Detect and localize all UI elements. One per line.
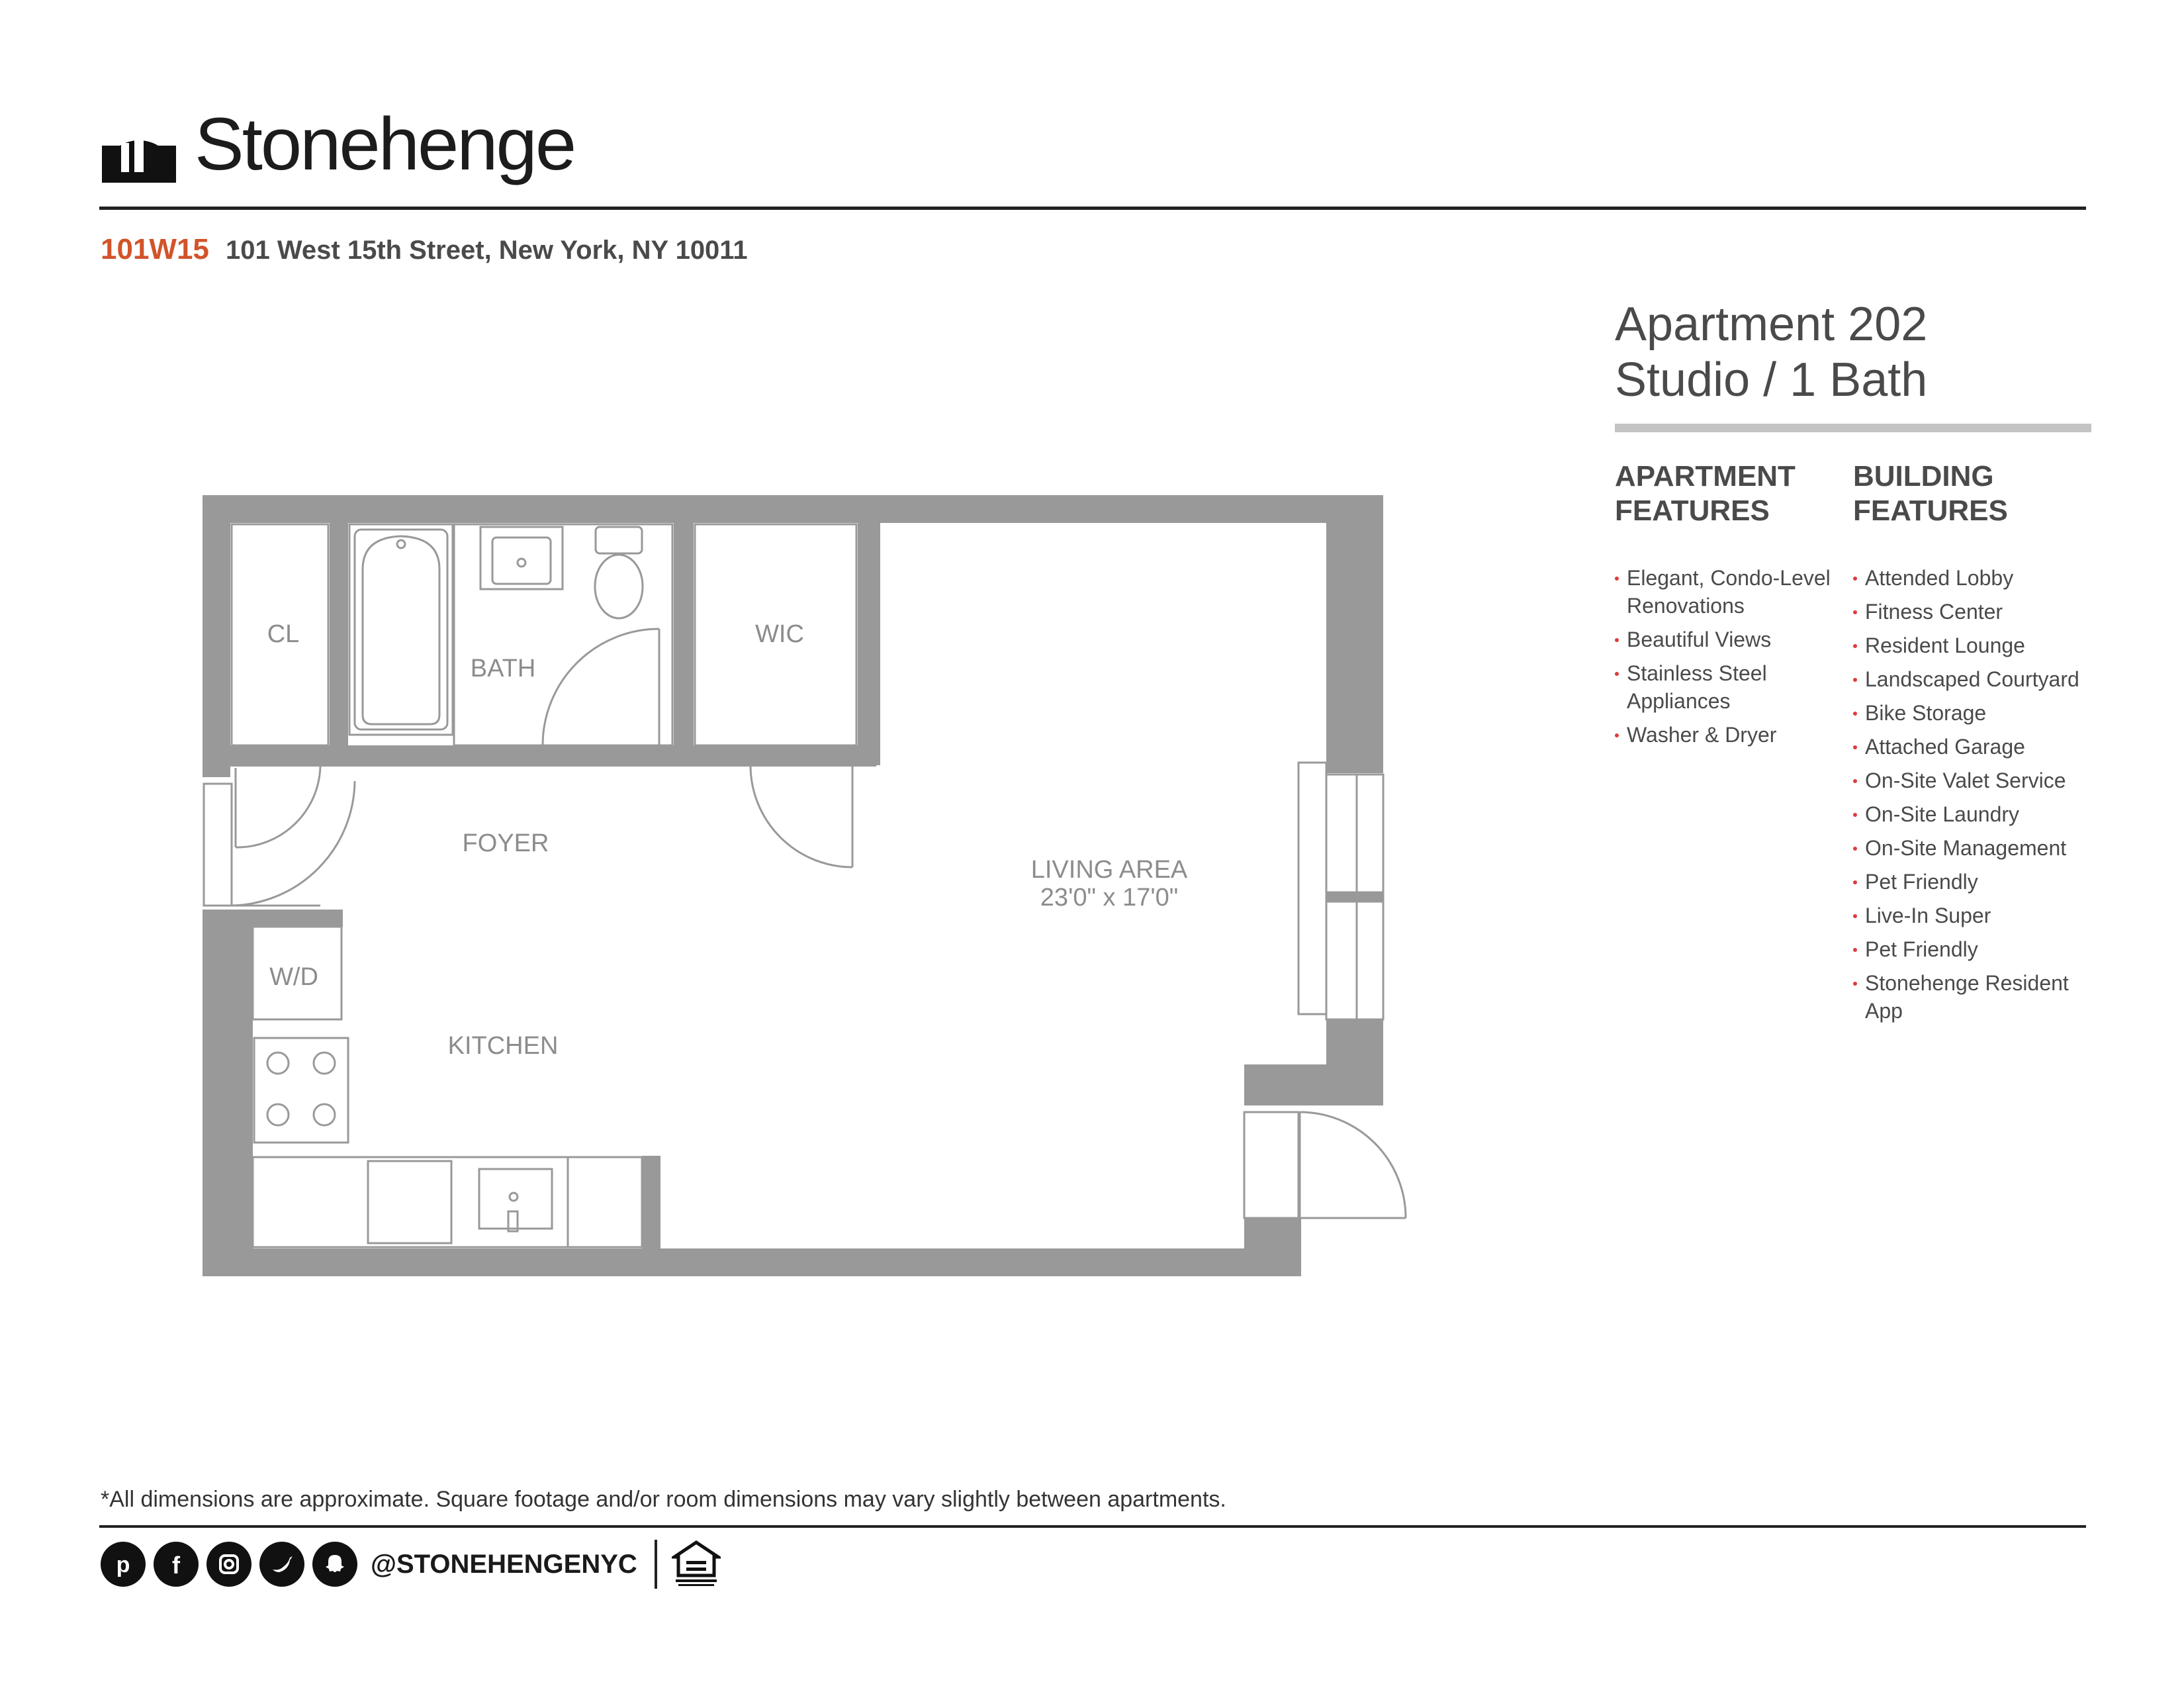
list-item: Attached Garage <box>1853 733 2098 761</box>
list-item: Pet Friendly <box>1853 868 2098 896</box>
footer-vertical-divider <box>655 1540 657 1589</box>
footer-divider <box>99 1525 2086 1528</box>
pinterest-icon[interactable] <box>101 1542 146 1587</box>
facebook-icon[interactable] <box>154 1542 199 1587</box>
list-item: Beautiful Views <box>1615 626 1840 653</box>
room-label-bath: BATH <box>470 655 536 682</box>
room-label-washer-dryer: W/D <box>269 963 318 991</box>
heading-line: BUILDING <box>1853 460 1994 492</box>
list-item: On-Site Laundry <box>1853 800 2098 828</box>
room-label-wic: WIC <box>755 620 804 648</box>
room-label-closet: CL <box>267 620 300 648</box>
twitter-icon[interactable] <box>259 1542 304 1587</box>
list-item: Elegant, Condo-Level Renovations <box>1615 564 1840 620</box>
room-labels <box>267 620 1188 1060</box>
heading-line: FEATURES <box>1615 494 1770 527</box>
list-item: Fitness Center <box>1853 598 2098 626</box>
list-item: Bike Storage <box>1853 699 2098 727</box>
room-dimensions-living: 23'0" x 17'0" <box>1040 884 1179 912</box>
heading-line: FEATURES <box>1853 494 2008 527</box>
snapchat-icon[interactable] <box>312 1542 357 1587</box>
instagram-icon[interactable] <box>206 1542 251 1587</box>
bathtub-basin <box>363 536 439 724</box>
list-item: On-Site Valet Service <box>1853 767 2098 794</box>
room-label-living: LIVING AREA <box>1030 856 1188 884</box>
apartment-type: Studio / 1 Bath <box>1615 353 1928 406</box>
list-item: On-Site Management <box>1853 834 2098 862</box>
list-item: Resident Lounge <box>1853 632 2098 659</box>
list-item: Stonehenge Resident App <box>1853 969 2098 1025</box>
list-item: Live-In Super <box>1853 902 2098 929</box>
svg-text:p: p <box>116 1552 130 1577</box>
apartment-number: Apartment 202 <box>1615 298 1928 351</box>
svg-text:f: f <box>172 1552 180 1577</box>
walls <box>203 495 1383 1276</box>
social-bar <box>101 1540 721 1589</box>
room-label-foyer: FOYER <box>462 829 549 857</box>
list-item: Landscaped Courtyard <box>1853 665 2098 693</box>
brand-name: Stonehenge <box>195 103 575 185</box>
equal-housing-opportunity-icon <box>672 1540 721 1589</box>
room-label-kitchen: KITCHEN <box>447 1032 559 1060</box>
building-code: 101W15 <box>101 233 209 265</box>
list-item: Stainless Steel Appliances <box>1615 659 1840 715</box>
list-item: Washer & Dryer <box>1615 721 1840 749</box>
heading-line: APARTMENT <box>1615 460 1796 492</box>
building-address: 101 West 15th Street, New York, NY 10011 <box>226 236 748 265</box>
fixtures <box>204 524 1406 1247</box>
social-handle[interactable]: @STONEHENGENYC <box>371 1549 637 1579</box>
disclaimer: *All dimensions are approximate. Square footage and/or room dimensions may vary slightly between apartments. <box>101 1487 1226 1512</box>
list-item: Attended Lobby <box>1853 564 2098 592</box>
list-item: Pet Friendly <box>1853 935 2098 963</box>
